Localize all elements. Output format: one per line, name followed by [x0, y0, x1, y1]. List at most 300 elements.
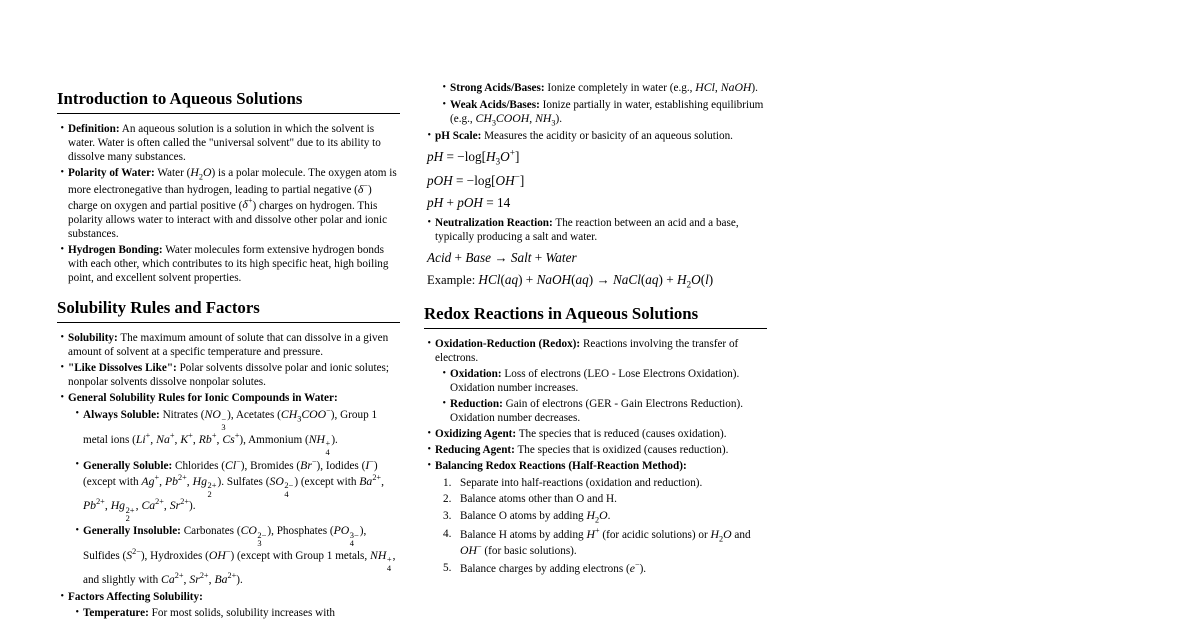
math-italic-run: H: [586, 527, 595, 541]
math-italic-run: OH: [495, 173, 515, 189]
list-item: [427, 216, 767, 291]
math-roman-run: ) +: [658, 272, 677, 288]
math-italic-run: NaOH: [536, 272, 572, 288]
math-italic-run: H: [676, 272, 687, 288]
text-run: ) charge on oxygen and partial positive (: [68, 183, 372, 212]
text-run: The maximum amount of solute that can dissolve in a given amount of solvent at a specific temperature and pressure.: [68, 332, 389, 359]
text-run: ), Group 1 metal ions (: [83, 409, 378, 446]
superscript: −: [634, 560, 640, 570]
math-inline: [141, 472, 217, 499]
section-heading: Solubility Rules and Factors: [57, 298, 400, 323]
superscript: −: [514, 172, 520, 183]
term-label: "Like Dissolves Like":: [68, 362, 177, 375]
math-roman-run: ,: [208, 572, 215, 586]
math-italic-run: SO: [269, 474, 284, 488]
equation: [427, 194, 767, 212]
sub-sup-stack: [208, 481, 217, 498]
math-roman-run: ,: [159, 474, 165, 488]
superscript: +: [234, 430, 240, 440]
superscript: +: [386, 554, 392, 565]
math-italic-run: H: [190, 166, 199, 180]
math-inline: [190, 166, 212, 182]
math-roman-run: ,: [183, 572, 190, 586]
list-item: [83, 524, 400, 587]
subscript: 2: [207, 488, 212, 499]
list-number: 2.: [443, 493, 452, 506]
list-item: [435, 459, 767, 577]
list-item: [450, 98, 767, 128]
math-italic-run: Ag: [141, 474, 155, 488]
equation: [427, 148, 767, 168]
left-column: [57, 76, 400, 622]
list-number: 1.: [443, 476, 452, 489]
text-run: ).: [555, 112, 563, 125]
math-italic-run: δ: [242, 198, 248, 212]
text-run: ), Acetates (: [227, 409, 281, 422]
math-italic-run: Ca: [141, 498, 156, 512]
math-roman-run: [: [481, 148, 486, 164]
list-item: [83, 458, 400, 522]
document: [57, 76, 768, 622]
bullet-list: [424, 81, 767, 127]
math-inline: [240, 524, 268, 549]
superscript: 2+: [207, 480, 217, 491]
subscript: 3: [495, 157, 501, 168]
math-italic-run: H: [710, 527, 720, 541]
math-italic-run: Water: [545, 249, 577, 265]
math-roman-run: ,: [216, 432, 223, 446]
sub-sup-stack: [221, 415, 226, 432]
math-italic-run: pOH: [427, 173, 453, 189]
math-italic-run: Br: [300, 459, 312, 472]
list-item: [68, 331, 400, 359]
numbered-list-item: [435, 476, 767, 490]
term-label: Solubility:: [68, 332, 118, 345]
text-run: Water molecules form extensive hydrogen bonds with each other, which contributes to its high specific heat, high boiling point, and excellent solvent properties.: [68, 244, 389, 285]
list-number: 4.: [443, 527, 452, 540]
text-run: Balance atoms other than O and H.: [460, 493, 617, 506]
math-italic-run: COOH: [495, 111, 530, 125]
item-text: [460, 509, 767, 525]
superscript: 3−: [349, 530, 359, 541]
math-inline: [695, 81, 751, 94]
math-italic-run: CO: [240, 524, 257, 538]
item-text: [460, 492, 767, 506]
superscript: +: [325, 438, 331, 449]
text-run: Separate into half-reactions (oxidation and reduction).: [460, 476, 703, 489]
superscript: 2+: [155, 497, 164, 507]
superscript: −: [326, 406, 331, 416]
math-inline: [126, 546, 141, 562]
math-italic-run: NH: [308, 432, 326, 446]
math-italic-run: CH: [475, 111, 492, 125]
math-italic-run: pH: [427, 195, 444, 211]
math-inline: [630, 562, 640, 575]
sub-sup-stack: [350, 531, 359, 548]
term-label: Definition:: [68, 123, 120, 136]
math-italic-run: aq: [504, 272, 519, 288]
math-italic-run: Acid: [427, 249, 452, 265]
text-run: ).: [639, 563, 647, 576]
subscript: 2: [125, 513, 130, 524]
text-run: Chlorides (: [172, 460, 226, 472]
superscript: 2+: [96, 497, 105, 507]
math-italic-run: K: [180, 432, 189, 446]
term-label: Temperature:: [83, 606, 149, 619]
sub-sup-stack: [126, 506, 135, 523]
item-text: [68, 361, 400, 389]
text-run: Balance O atoms by adding: [460, 509, 587, 522]
list-item: [68, 590, 400, 620]
math-italic-run: NH: [535, 111, 552, 125]
math-inline: [427, 250, 577, 265]
text-run: The species that is oxidized (causes reduction).: [514, 444, 729, 457]
term-label: Generally Insoluble:: [83, 525, 181, 538]
term-label: Balancing Redox Reactions (Half-Reaction Method):: [435, 460, 687, 473]
numbered-list-item: [435, 492, 767, 506]
text-run: Water (: [154, 167, 191, 180]
text-run: , and slightly with: [83, 549, 396, 586]
math-roman-run: = 14: [482, 195, 511, 211]
math-italic-run: Ba: [214, 572, 228, 586]
item-text: [68, 391, 400, 405]
term-label: pH Scale:: [435, 130, 482, 143]
math-italic-run: Salt: [510, 249, 532, 265]
subscript: 2: [719, 534, 724, 544]
math-roman-run: (: [700, 272, 706, 288]
superscript: −: [476, 542, 482, 552]
math-roman-run: ,: [163, 498, 170, 512]
list-item: [68, 166, 400, 241]
text-run: The species that is reduced (causes oxidation).: [516, 428, 727, 441]
superscript: −: [311, 457, 317, 467]
superscript: +: [509, 148, 515, 159]
text-run: ) (except with: [294, 475, 360, 488]
math-roman-run: ,: [174, 432, 181, 446]
math-italic-run: NH: [370, 548, 387, 562]
list-item: [450, 81, 767, 96]
math-italic-run: O: [691, 272, 701, 288]
superscript: 2+: [174, 571, 184, 581]
superscript: +: [247, 196, 253, 206]
math-inline: [269, 474, 294, 499]
superscript: −: [369, 457, 374, 467]
superscript: +: [594, 525, 600, 535]
math-italic-run: Cs: [222, 432, 235, 446]
math-inline: [365, 459, 374, 472]
superscript: 2+: [125, 504, 135, 515]
list-item: [435, 427, 767, 441]
math-italic-run: Cl: [225, 459, 237, 472]
text-run: Carbonates (: [180, 525, 241, 538]
math-italic-run: H: [486, 148, 496, 164]
math-roman-run: ,: [381, 474, 384, 488]
math-italic-run: pOH: [457, 195, 483, 211]
list-item: [68, 122, 400, 164]
math-inline: [586, 508, 608, 525]
list-item: [435, 337, 767, 425]
item-text: [450, 81, 767, 96]
math-inline: [427, 148, 520, 168]
math-roman-run: +: [451, 249, 466, 265]
list-item: [83, 407, 400, 456]
bullet-list: [424, 129, 767, 291]
math-roman-run: ): [708, 272, 714, 288]
math-inline: [204, 408, 228, 433]
numbered-list-item: [435, 509, 767, 525]
math-italic-run: COO: [301, 408, 327, 422]
item-text: [460, 476, 767, 490]
subscript: 4: [284, 488, 289, 499]
text-run: Balance charges by adding electrons (: [460, 563, 630, 576]
math-roman-run: = −: [452, 173, 475, 189]
item-text: [435, 459, 767, 473]
math-roman-run: ): [588, 272, 597, 288]
item-text: [435, 443, 767, 457]
math-inline: [135, 430, 240, 446]
math-italic-run: NO: [204, 408, 221, 422]
item-text: [83, 524, 400, 587]
numbered-list: [435, 476, 767, 577]
item-text: [83, 606, 400, 620]
text-run: Loss of electrons (LEO - Lose Electrons Oxidation). Oxidation number increases.: [450, 368, 740, 395]
item-text: [68, 243, 400, 285]
item-text: [68, 122, 400, 164]
numbered-list-item: [435, 561, 767, 577]
math-roman-run: ]: [519, 173, 525, 189]
text-run: Measures the acidity or basicity of an aqueous solution.: [481, 130, 733, 143]
math-italic-run: pH: [427, 148, 444, 164]
term-label: Hydrogen Bonding:: [68, 244, 163, 257]
subscript: 3: [491, 118, 496, 128]
math-italic-run: S: [126, 548, 133, 562]
subscript: 4: [349, 538, 354, 549]
math-roman-run: ,: [714, 81, 721, 94]
math-roman-run: +: [443, 195, 458, 211]
math-italic-run: l: [705, 272, 709, 288]
math-inline: [300, 459, 316, 472]
math-inline: [208, 546, 231, 562]
subscript: 3: [297, 414, 302, 424]
list-item: [68, 243, 400, 285]
math-italic-run: O: [202, 166, 212, 180]
item-text: [450, 367, 767, 395]
math-inline: [370, 548, 393, 573]
superscript: +: [154, 472, 160, 482]
math-italic-run: H: [586, 508, 595, 522]
text-run: ) (except with Group 1 metals,: [230, 549, 370, 562]
text-run: and: [731, 528, 751, 541]
text-run: ), Iodides (: [316, 460, 366, 472]
text-run: Polar solvents dissolve polar and ionic solutes; nonpolar solvents dissolve nonpolar solutes.: [68, 362, 390, 389]
list-number: 3.: [443, 509, 452, 522]
math-inline: [586, 525, 600, 541]
math-roman-run: (: [640, 272, 646, 288]
list-item: [435, 443, 767, 457]
math-italic-run: Ba: [359, 474, 373, 488]
math-italic-run: Pb: [83, 498, 97, 512]
math-italic-run: O: [599, 508, 608, 522]
math-italic-run: aq: [645, 272, 659, 288]
text-run: ) charges on hydrogen. This polarity allows water to interact with and dissolve other polar and ionic substances.: [68, 199, 388, 241]
math-italic-run: δ: [357, 182, 364, 196]
math-roman-run: (: [500, 272, 505, 288]
item-text: [68, 590, 400, 604]
math-inline: [308, 432, 332, 457]
term-label: Polarity of Water:: [68, 167, 155, 180]
text-run: Balance H atoms by adding: [460, 528, 587, 541]
text-run: ), Bromides (: [240, 460, 301, 472]
bullet-list: [435, 367, 767, 425]
superscript: 2−: [132, 546, 141, 556]
text-run: ).: [751, 82, 758, 94]
term-label: Weak Acids/Bases:: [450, 98, 540, 111]
sub-sup-stack: [326, 439, 331, 456]
text-run: The reaction between an acid and a base, typically producing a salt and water.: [435, 217, 739, 244]
text-run: ).: [188, 499, 196, 512]
math-italic-run: PO: [333, 524, 350, 538]
item-text: [450, 397, 767, 425]
math-roman-run: +: [531, 249, 546, 265]
list-item: [450, 397, 767, 425]
math-inline: [475, 111, 556, 128]
math-roman-run: ,: [135, 498, 142, 512]
item-text: [460, 561, 767, 577]
math-italic-run: OH: [460, 544, 477, 558]
math-italic-run: NaCl: [612, 272, 641, 288]
text-run: ). Sulfates (: [217, 475, 270, 488]
bullet-list: [57, 331, 400, 619]
subscript: 2: [198, 172, 203, 182]
math-inline: [280, 406, 331, 424]
term-label: Oxidation-Reduction (Redox):: [435, 338, 581, 351]
superscript: 2+: [180, 497, 189, 507]
math-roman-run: ,: [192, 432, 199, 446]
term-label: Strong Acids/Bases:: [450, 82, 545, 94]
text-run: ).: [331, 433, 338, 446]
term-label: General Solubility Rules for Ionic Compounds in Water:: [68, 392, 338, 405]
list-item: [427, 129, 767, 212]
item-text: [435, 337, 767, 365]
math-inline: [161, 573, 236, 586]
text-run: Reactions involving the transfer of electrons.: [435, 338, 739, 365]
bullet-list: [57, 122, 400, 285]
math-italic-run: Rb: [198, 432, 212, 446]
superscript: −: [225, 546, 231, 556]
math-italic-run: Ca: [161, 572, 175, 586]
math-italic-run: OH: [208, 548, 226, 562]
math-inline: [478, 272, 714, 291]
math-italic-run: HCl: [695, 81, 715, 94]
math-roman-run: ,: [104, 498, 111, 512]
text-run: ), Ammonium (: [239, 433, 309, 446]
math-inline: [427, 173, 524, 188]
math-roman-run: →: [494, 249, 508, 265]
text-run: ), Sulfides (: [83, 525, 367, 562]
term-label: Reducing Agent:: [435, 444, 515, 457]
term-label: Neutralization Reaction:: [435, 217, 553, 230]
text-run: ), Hydroxides (: [140, 549, 209, 562]
math-roman-run: ,: [529, 111, 536, 125]
math-roman-run: ,: [150, 432, 157, 446]
text-run: Nitrates (: [159, 409, 205, 422]
term-label: Always Soluble:: [83, 409, 160, 422]
term-label: Factors Affecting Solubility:: [68, 590, 203, 603]
math-roman-run: →: [596, 272, 610, 288]
item-text: [435, 216, 767, 244]
math-italic-run: Sr: [189, 572, 200, 586]
text-run: (for basic solutions).: [481, 545, 577, 558]
equation: [427, 271, 767, 291]
equation: [427, 249, 767, 267]
math-italic-run: aq: [575, 272, 589, 288]
math-inline: [427, 195, 510, 210]
math-italic-run: Sr: [169, 498, 181, 512]
math-inline: [710, 527, 732, 544]
bullet-list: [68, 407, 400, 587]
math-italic-run: HCl: [478, 272, 501, 288]
math-italic-run: I: [365, 459, 370, 472]
superscript: −: [236, 457, 241, 467]
subscript: 3: [551, 118, 556, 128]
text-run: .: [607, 509, 611, 522]
superscript: +: [145, 430, 151, 440]
item-text: [460, 527, 767, 559]
superscript: −: [363, 180, 368, 190]
item-text: [83, 407, 400, 456]
superscript: +: [169, 430, 175, 440]
math-inline: [333, 524, 360, 549]
item-text: [68, 331, 400, 359]
math-roman-run: [: [491, 173, 496, 189]
math-italic-run: Pb: [164, 474, 179, 488]
text-run: ), Phosphates (: [267, 525, 334, 538]
math-inline: [242, 198, 252, 211]
item-text: [83, 458, 400, 522]
superscript: −: [221, 414, 227, 425]
term-label: Reduction:: [450, 398, 503, 411]
list-item: [83, 606, 400, 620]
text-run: Ionize partially in water, establishing equilibrium (e.g.,: [450, 98, 764, 125]
math-italic-run: O: [500, 148, 510, 164]
math-roman-run: ) +: [518, 272, 537, 288]
section-heading: Introduction to Aqueous Solutions: [57, 89, 400, 114]
item-text: [450, 98, 767, 128]
math-roman-run: ,: [186, 474, 193, 488]
bullet-list: [424, 337, 767, 577]
term-label: Generally Soluble:: [83, 460, 173, 472]
term-label: Oxidation:: [450, 368, 502, 381]
subscript: 4: [386, 562, 392, 573]
text-run: ) (except with: [83, 460, 378, 488]
superscript: +: [188, 430, 193, 440]
math-italic-run: Li: [135, 432, 146, 446]
math-inline: [225, 459, 241, 472]
item-text: [68, 166, 400, 241]
math-italic-run: e: [629, 562, 635, 576]
superscript: 2−: [257, 530, 267, 541]
superscript: 2+: [372, 472, 382, 482]
superscript: 2+: [227, 571, 237, 581]
list-number: 5.: [443, 562, 452, 575]
math-italic-run: Na: [156, 432, 170, 446]
list-item: [68, 361, 400, 389]
math-inline: [460, 544, 482, 557]
term-label: Oxidizing Agent:: [435, 428, 517, 441]
subscript: 4: [325, 446, 330, 457]
superscript: 2+: [178, 472, 187, 482]
text-run: Example:: [427, 273, 479, 288]
